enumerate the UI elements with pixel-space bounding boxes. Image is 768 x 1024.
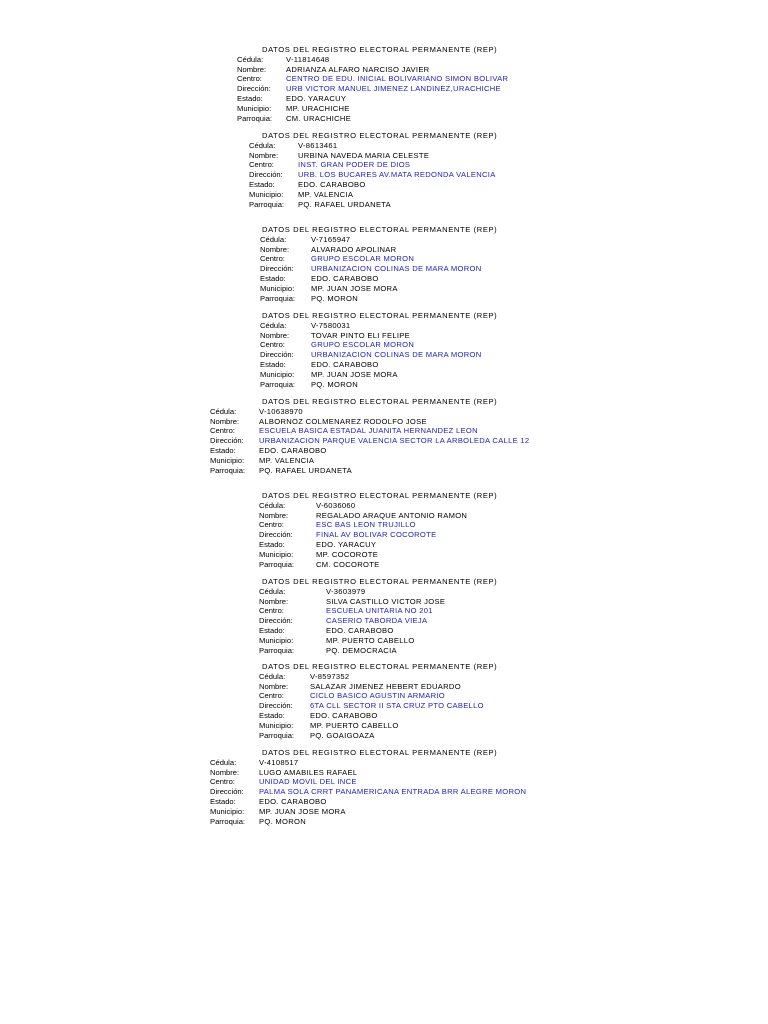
municipio-label: Municipio: (260, 369, 295, 379)
direccion-label: Dirección: (260, 350, 294, 360)
nombre-label: Nombre: (210, 767, 240, 777)
municipio-label: Municipio: (210, 455, 245, 465)
direccion-label: Dirección: (210, 787, 244, 797)
centro-value: ESCUELA BASICA ESTADAL JUANITA HERNANDEZ LEON (259, 426, 478, 436)
centro-label: Centro: (259, 520, 284, 530)
centro-label: Centro: (210, 777, 235, 787)
direccion-label: Dirección: (260, 264, 294, 274)
parroquia-value: PQ. RAFAEL URDANETA (259, 465, 353, 475)
estado-value: EDO. YARACUY (316, 540, 377, 549)
direccion-value: CASERIO TABORDA VIEJA (326, 616, 428, 626)
nombre-value: SALAZAR JIMENEZ HEBERT EDUARDO (310, 681, 461, 691)
parroquia-value: PQ. MORON (311, 293, 358, 303)
cedula-label: Cédula: (259, 586, 286, 596)
estado-label: Estado: (260, 274, 286, 283)
nombre-value: REGALADO ARAQUE ANTONIO RAMON (316, 510, 468, 520)
direccion-label: Dirección: (237, 84, 271, 94)
estado-value: EDO. CARABOBO (311, 360, 379, 369)
estado-value: EDO. YARACUY (286, 94, 347, 103)
parroquia-label: Parroquia: (210, 816, 246, 826)
direccion-label: Dirección: (210, 436, 244, 446)
nombre-label: Nombre: (210, 416, 240, 426)
municipio-value: MP. JUAN JOSE MORA (311, 283, 398, 293)
estado-value: EDO. CARABOBO (310, 711, 378, 720)
nombre-label: Nombre: (259, 596, 289, 606)
centro-label: Centro: (259, 691, 284, 701)
municipio-value: MP. PUERTO CABELLO (310, 720, 399, 730)
cedula-value: V-8613461 (298, 140, 338, 150)
municipio-label: Municipio: (259, 720, 294, 730)
cedula-value: V-8597352 (310, 671, 350, 681)
direccion-label: Dirección: (259, 701, 293, 711)
cedula-value: V-3603979 (326, 586, 366, 596)
municipio-label: Municipio: (210, 806, 245, 816)
nombre-value: ALBORNOZ COLMENAREZ RODOLFO JOSE (259, 416, 427, 426)
centro-label: Centro: (249, 160, 274, 170)
direccion-label: Dirección: (259, 530, 293, 540)
estado-label: Estado: (260, 360, 286, 369)
municipio-value: MP. VALENCIA (259, 455, 315, 465)
centro-label: Centro: (210, 426, 235, 436)
parroquia-value: PQ. MORON (311, 379, 358, 389)
municipio-value: MP. JUAN JOSE MORA (311, 369, 398, 379)
direccion-value: URB. LOS BUCARES AV.MATA REDONDA VALENCIA (298, 170, 496, 180)
centro-label: Centro: (237, 74, 262, 84)
direccion-value: FINAL AV BOLIVAR COCOROTE (316, 530, 437, 540)
direccion-value: URBANIZACION COLINAS DE MARA MORON (311, 350, 482, 360)
nombre-value: SILVA CASTILLO VICTOR JOSE (326, 596, 446, 606)
record-header: DATOS DEL REGISTRO ELECTORAL PERMANENTE (REP) (262, 225, 498, 234)
cedula-label: Cédula: (210, 406, 237, 416)
parroquia-value: PQ. DEMOCRACIA (326, 645, 397, 655)
direccion-value: PALMA SOLA CRRT PANAMERICANA ENTRADA BRR ALEGRE MORON (259, 787, 527, 797)
record-header: DATOS DEL REGISTRO ELECTORAL PERMANENTE (REP) (262, 311, 498, 320)
nombre-label: Nombre: (259, 681, 289, 691)
centro-value: CICLO BASICO AGUSTIN ARMARIO (310, 691, 445, 701)
nombre-label: Nombre: (249, 150, 279, 160)
parroquia-label: Parroquia: (259, 645, 295, 655)
cedula-value: V-11814648 (286, 54, 330, 64)
record-header: DATOS DEL REGISTRO ELECTORAL PERMANENTE (REP) (262, 748, 498, 757)
centro-value: GRUPO ESCOLAR MORON (311, 254, 415, 264)
record-header: DATOS DEL REGISTRO ELECTORAL PERMANENTE (REP) (262, 45, 498, 54)
estado-label: Estado: (249, 180, 275, 189)
nombre-label: Nombre: (260, 244, 290, 254)
record-header: DATOS DEL REGISTRO ELECTORAL PERMANENTE (REP) (262, 131, 498, 140)
municipio-value: MP. PUERTO CABELLO (326, 635, 415, 645)
centro-label: Centro: (259, 606, 284, 616)
direccion-label: Dirección: (259, 616, 293, 626)
parroquia-label: Parroquia: (260, 379, 296, 389)
estado-label: Estado: (210, 446, 236, 455)
cedula-value: V-7165947 (311, 234, 351, 244)
cedula-label: Cédula: (260, 234, 287, 244)
parroquia-label: Parroquia: (259, 730, 295, 740)
cedula-label: Cédula: (237, 54, 264, 64)
estado-label: Estado: (259, 626, 285, 635)
record-header: DATOS DEL REGISTRO ELECTORAL PERMANENTE (REP) (262, 662, 498, 671)
nombre-label: Nombre: (260, 330, 290, 340)
municipio-label: Municipio: (259, 549, 294, 559)
parroquia-label: Parroquia: (260, 293, 296, 303)
municipio-value: MP. VALENCIA (298, 189, 354, 199)
estado-value: EDO. CARABOBO (259, 797, 327, 806)
centro-value: INST. GRAN PODER DE DIOS (298, 160, 411, 170)
estado-value: EDO. CARABOBO (298, 180, 366, 189)
cedula-value: V-7580031 (311, 320, 351, 330)
municipio-label: Municipio: (237, 103, 272, 113)
cedula-value: V-4108517 (259, 757, 299, 767)
cedula-label: Cédula: (249, 140, 276, 150)
direccion-value: URBANIZACION PARQUE VALENCIA SECTOR LA ARBOLEDA CALLE 12 (259, 436, 530, 446)
cedula-value: V-10638970 (259, 406, 303, 416)
parroquia-label: Parroquia: (259, 559, 295, 569)
estado-label: Estado: (210, 797, 236, 806)
record-header: DATOS DEL REGISTRO ELECTORAL PERMANENTE (REP) (262, 577, 498, 586)
centro-value: UNIDAD MOVIL DEL INCE (259, 777, 357, 787)
direccion-value: URBANIZACION COLINAS DE MARA MORON (311, 264, 482, 274)
cedula-label: Cédula: (260, 320, 287, 330)
nombre-label: Nombre: (237, 64, 267, 74)
parroquia-value: CM. COCOROTE (316, 559, 380, 569)
cedula-value: V-6036060 (316, 500, 356, 510)
parroquia-label: Parroquia: (249, 199, 285, 209)
estado-value: EDO. CARABOBO (259, 446, 327, 455)
estado-value: EDO. CARABOBO (326, 626, 394, 635)
direccion-value: URB VICTOR MANUEL JIMENEZ LANDINEZ,URACHICHE (286, 84, 501, 94)
record-header: DATOS DEL REGISTRO ELECTORAL PERMANENTE (REP) (262, 397, 498, 406)
estado-label: Estado: (259, 540, 285, 549)
record-header: DATOS DEL REGISTRO ELECTORAL PERMANENTE (REP) (262, 491, 498, 500)
parroquia-label: Parroquia: (237, 113, 273, 123)
municipio-label: Municipio: (259, 635, 294, 645)
centro-value: GRUPO ESCOLAR MORON (311, 340, 415, 350)
nombre-value: ADRIANZA ALFARO NARCISO JAVIER (286, 64, 430, 74)
nombre-label: Nombre: (259, 510, 289, 520)
estado-value: EDO. CARABOBO (311, 274, 379, 283)
parroquia-value: PQ. MORON (259, 816, 306, 826)
cedula-label: Cédula: (259, 500, 286, 510)
direccion-value: 6TA CLL SECTOR II STA CRUZ PTO CABELLO (310, 701, 484, 711)
parroquia-label: Parroquia: (210, 465, 246, 475)
parroquia-value: CM. URACHICHE (286, 113, 352, 123)
parroquia-value: PQ. GOAIGOAZA (310, 730, 375, 740)
centro-value: CENTRO DE EDU. INICIAL BOLIVARIANO SIMON BOLIVAR (286, 74, 509, 84)
nombre-value: ALVARADO APOLINAR (311, 244, 397, 254)
centro-label: Centro: (260, 254, 285, 264)
parroquia-value: PQ. RAFAEL URDANETA (298, 199, 392, 209)
municipio-label: Municipio: (260, 283, 295, 293)
estado-label: Estado: (237, 94, 263, 103)
municipio-value: MP. JUAN JOSE MORA (259, 806, 346, 816)
centro-label: Centro: (260, 340, 285, 350)
direccion-label: Dirección: (249, 170, 283, 180)
estado-label: Estado: (259, 711, 285, 720)
nombre-value: TOVAR PINTO ELI FELIPE (311, 330, 411, 340)
municipio-value: MP. URACHICHE (286, 103, 350, 113)
municipio-value: MP. COCOROTE (316, 549, 379, 559)
nombre-value: URBINA NAVEDA MARIA CELESTE (298, 150, 430, 160)
municipio-label: Municipio: (249, 189, 284, 199)
nombre-value: LUGO AMABILES RAFAEL (259, 767, 358, 777)
centro-value: ESCUELA UNITARIA NO 201 (326, 606, 433, 616)
cedula-label: Cédula: (259, 671, 286, 681)
cedula-label: Cédula: (210, 757, 237, 767)
centro-value: ESC BAS LEON TRUJILLO (316, 520, 416, 530)
